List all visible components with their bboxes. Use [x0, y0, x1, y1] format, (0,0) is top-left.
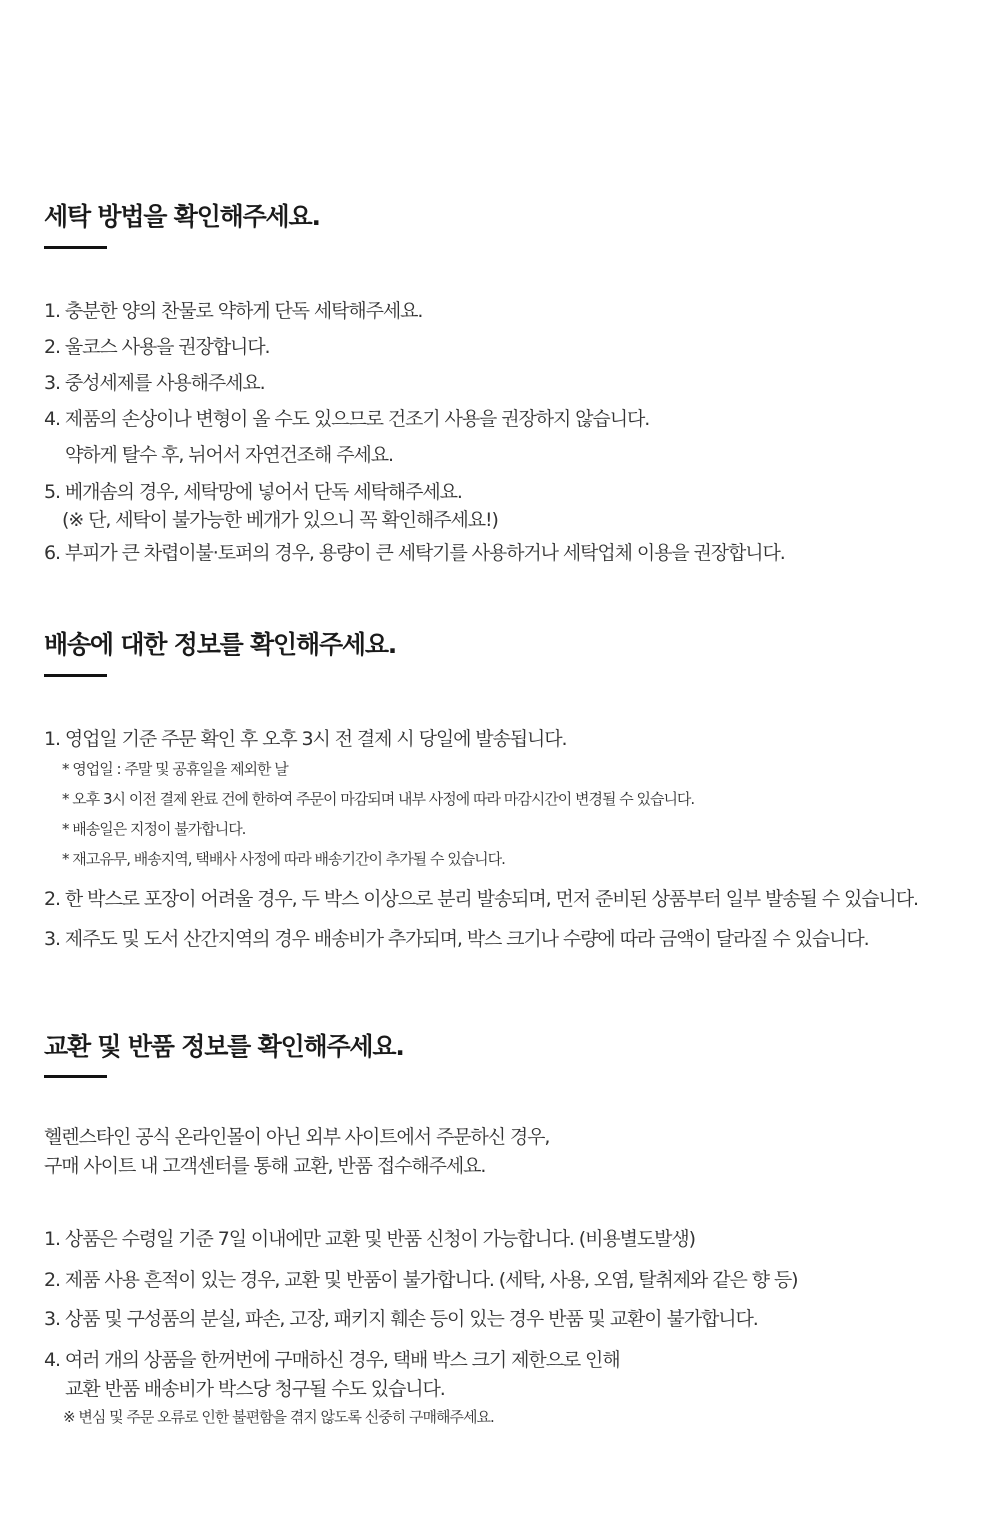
shipping-title: 배송에 대한 정보를 확인해주세요.	[44, 630, 397, 659]
shipping-title-underline	[44, 674, 107, 677]
shipping-note-4: * 재고유무, 배송지역, 택배사 사정에 따라 배송기간이 추가될 수 있습니다.	[62, 850, 505, 868]
washing-item-2: 2. 울코스 사용을 권장합니다.	[44, 336, 270, 358]
exchange-intro	[44, 1123, 549, 1181]
washing-item-3: 3. 중성세제를 사용해주세요.	[44, 372, 265, 394]
washing-item-5: 5. 베개솜의 경우, 세탁망에 넣어서 단독 세탁해주세요.	[44, 481, 462, 503]
washing-item-1: 1. 충분한 양의 찬물로 약하게 단독 세탁해주세요.	[44, 300, 423, 322]
washing-item-4: 4. 제품의 손상이나 변형이 올 수도 있으므로 건조기 사용을 권장하지 않습니다.	[44, 408, 650, 430]
exchange-intro-line-1: 헬렌스타인 공식 온라인몰이 아닌 외부 사이트에서 주문하신 경우,	[44, 1126, 550, 1148]
washing-item-6: 6. 부피가 큰 차렵이불·토퍼의 경우, 용량이 큰 세탁기를 사용하거나 세탁업체 이용을 권장합니다.	[44, 542, 785, 564]
exchange-item-1: 1. 상품은 수령일 기준 7일 이내에만 교환 및 반품 신청이 가능합니다. (비용별도발생)	[44, 1228, 695, 1250]
washing-item-5-caution: (※ 단, 세탁이 불가능한 베개가 있으니 꼭 확인해주세요!)	[62, 509, 498, 531]
shipping-note-3: * 배송일은 지정이 불가합니다.	[62, 820, 246, 838]
shipping-item-1: 1. 영업일 기준 주문 확인 후 오후 3시 전 결제 시 당일에 발송됩니다.	[44, 728, 567, 750]
exchange-note: ※ 변심 및 주문 오류로 인한 불편함을 겪지 않도록 신중히 구매해주세요.	[63, 1408, 494, 1426]
washing-item-4-continued: 약하게 탈수 후, 뉘어서 자연건조해 주세요.	[65, 444, 393, 466]
shipping-item-2: 2. 한 박스로 포장이 어려울 경우, 두 박스 이상으로 분리 발송되며, 먼저 준비된 상품부터 일부 발송될 수 있습니다.	[44, 888, 918, 910]
shipping-note-2: * 오후 3시 이전 결제 완료 건에 한하여 주문이 마감되며 내부 사정에 따라 마감시간이 변경될 수 있습니다.	[62, 790, 695, 808]
exchange-item-4-continued: 교환 반품 배송비가 박스당 청구될 수도 있습니다.	[65, 1378, 445, 1400]
exchange-intro-line-2: 구매 사이트 내 고객센터를 통해 교환, 반품 접수해주세요.	[44, 1155, 486, 1177]
exchange-title: 교환 및 반품 정보를 확인해주세요.	[44, 1032, 404, 1061]
exchange-title-underline	[44, 1075, 107, 1078]
washing-title-underline	[44, 246, 107, 249]
exchange-item-4: 4. 여러 개의 상품을 한꺼번에 구매하신 경우, 택배 박스 크기 제한으로 인해	[44, 1349, 620, 1371]
exchange-item-3: 3. 상품 및 구성품의 분실, 파손, 고장, 패키지 훼손 등이 있는 경우 반품 및 교환이 불가합니다.	[44, 1308, 758, 1330]
shipping-note-1: * 영업일 : 주말 및 공휴일을 제외한 날	[62, 760, 288, 778]
washing-title: 세탁 방법을 확인해주세요.	[44, 202, 320, 231]
shipping-item-3: 3. 제주도 및 도서 산간지역의 경우 배송비가 추가되며, 박스 크기나 수량에 따라 금액이 달라질 수 있습니다.	[44, 928, 869, 950]
exchange-item-2: 2. 제품 사용 흔적이 있는 경우, 교환 및 반품이 불가합니다. (세탁, 사용, 오염, 탈취제와 같은 향 등)	[44, 1269, 798, 1291]
